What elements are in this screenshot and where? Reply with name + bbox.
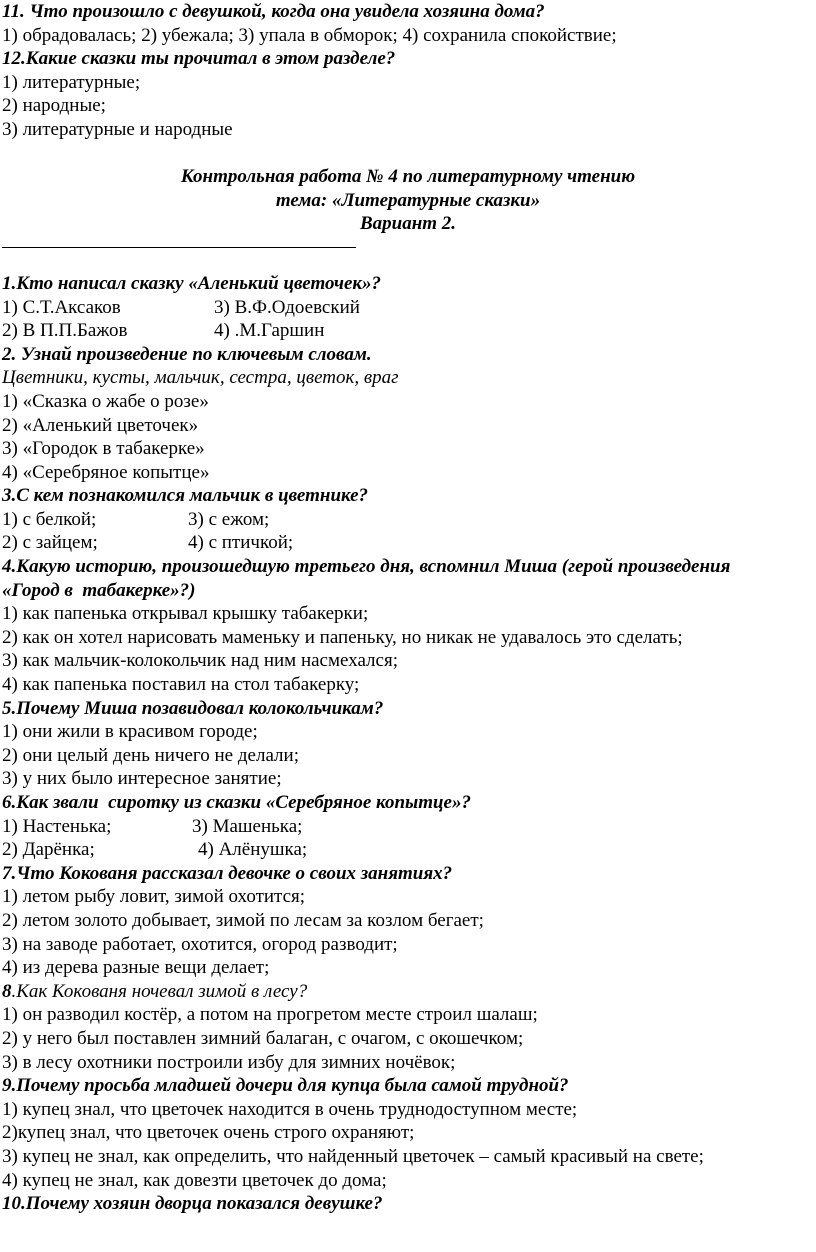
answer-option: 4) «Серебряное копытце» — [2, 461, 210, 483]
answer-option: 2) как он хотел нарисовать маменьку и папеньку, но никак не удавалось это сделать; — [2, 626, 683, 648]
answer-option: 4) как папенька поставил на стол табакерку; — [2, 674, 360, 696]
answer-option: 3) в лесу охотники построили избу для зимних ночёвок; — [2, 1051, 456, 1073]
test-topic: тема: «Литературные сказки» — [275, 189, 541, 211]
answer-option: 1) как папенька открывал крышку табакерки; — [2, 603, 369, 625]
document-page — [2, 0, 814, 1216]
answer-option: 2) «Аленький цветочек» — [2, 414, 199, 436]
test-variant: Вариант 2. — [359, 213, 457, 235]
answer-option: 2) В П.П.Бажов — [2, 320, 128, 342]
test-title: Контрольная работа № 4 по литературному чтению — [180, 166, 636, 188]
answer-option: 2) с зайцем; — [2, 532, 98, 554]
answer-option: 2) летом золото добывает, зимой по лесам за козлом бегает; — [2, 909, 484, 931]
question-5: 5.Почему Миша позавидовал колокольчикам? — [2, 697, 384, 719]
answer-option: 4) с птичкой; — [188, 532, 294, 554]
answer-row — [2, 838, 814, 862]
question-6: 6.Как звали сиротку из сказки «Серебряное копытце»? — [2, 792, 471, 813]
question-10: 10.Почему хозяин дворца показался девушке? — [2, 1193, 383, 1215]
answer-option: 3) как мальчик-колокольчик над ним насмехался; — [2, 650, 398, 672]
question-2-keywords: Цветники, кусты, мальчик, сестра, цветок, враг — [2, 367, 399, 389]
question-8 — [2, 980, 814, 1004]
question-1: 1.Кто написал сказку «Аленький цветочек»? — [2, 272, 382, 294]
answer-option: 2) у него был поставлен зимний балаган, с очагом, с окошечком; — [2, 1027, 524, 1049]
answer-option: 3) с ежом; — [188, 508, 270, 530]
answer-row — [2, 815, 814, 839]
answer-row — [2, 508, 814, 532]
question-3: 3.С кем познакомился мальчик в цветнике? — [2, 485, 369, 507]
question-8-number: 8 — [2, 980, 12, 1002]
answer-option: 3) В.Ф.Одоевский — [214, 296, 360, 318]
question-4-continued: «Город в табакерке»?) — [2, 579, 196, 601]
answer-option: 4) купец не знал, как довезти цветочек до дома; — [2, 1169, 387, 1191]
answer-option: 1) они жили в красивом городе; — [2, 721, 258, 743]
answer-option: 2) Дарёнка; — [2, 839, 95, 861]
answer-option: 3) «Городок в табакерке» — [2, 438, 205, 460]
answer-option: 4) .М.Гаршин — [214, 320, 325, 342]
answer-row — [2, 531, 814, 555]
answer-option: 2)купец знал, что цветочек очень строго охраняют; — [2, 1122, 415, 1144]
answer-option: 3) на заводе работает, охотится, огород разводит; — [2, 933, 398, 955]
question-12: 12.Какие сказки ты прочитал в этом разделе? — [2, 48, 396, 70]
question-8-text: .Как Кокованя ночевал зимой в лесу? — [11, 980, 308, 1002]
answer-option: 3) купец не знал, как определить, что найденный цветочек – самый красивый на свете; — [2, 1145, 704, 1167]
question-9: 9.Почему просьба младшей дочери для купца была самой трудной? — [2, 1075, 569, 1097]
answer-row — [2, 296, 814, 320]
name-underline — [2, 247, 356, 248]
answer-option: 2) они целый день ничего не делали; — [2, 744, 299, 766]
answer-option: 1) летом рыбу ловит, зимой охотится; — [2, 886, 306, 908]
answer-option: 1) «Сказка о жабе о розе» — [2, 390, 209, 412]
answer-option: 4) из дерева разные вещи делает; — [2, 957, 270, 979]
answer-option: 4) Алёнушка; — [198, 839, 308, 861]
question-4: 4.Какую историю, произошедшую третьего дня, вспомнил Миша (герой произведения — [2, 556, 731, 578]
question-7: 7.Что Кокованя рассказал девочке о своих занятиях? — [2, 862, 453, 884]
answer-option: 1) он разводил костёр, а потом на прогретом месте строил шалаш; — [2, 1004, 538, 1026]
answer-option: 3) литературные и народные — [2, 118, 233, 140]
answer-option: 1) с белкой; — [2, 508, 97, 530]
answer-row — [2, 319, 814, 343]
question-2: 2. Узнай произведение по ключевым словам. — [2, 343, 372, 365]
answer-option: 2) народные; — [2, 95, 106, 117]
answer-option: 3) Машенька; — [192, 815, 303, 837]
answer-option: 1) С.Т.Аксаков — [2, 296, 121, 318]
question-11: 11. Что произошло с девушкой, когда она увидела хозяина дома? — [2, 1, 545, 22]
answer-option: 1) купец знал, что цветочек находится в очень труднодоступном месте; — [2, 1098, 578, 1120]
answer-option: 3) у них было интересное занятие; — [2, 768, 282, 790]
question-11-answers: 1) обрадовалась; 2) убежала; 3) упала в обморок; 4) сохранила спокойствие; — [2, 24, 617, 46]
answer-option: 1) литературные; — [2, 71, 141, 93]
answer-option: 1) Настенька; — [2, 815, 112, 837]
